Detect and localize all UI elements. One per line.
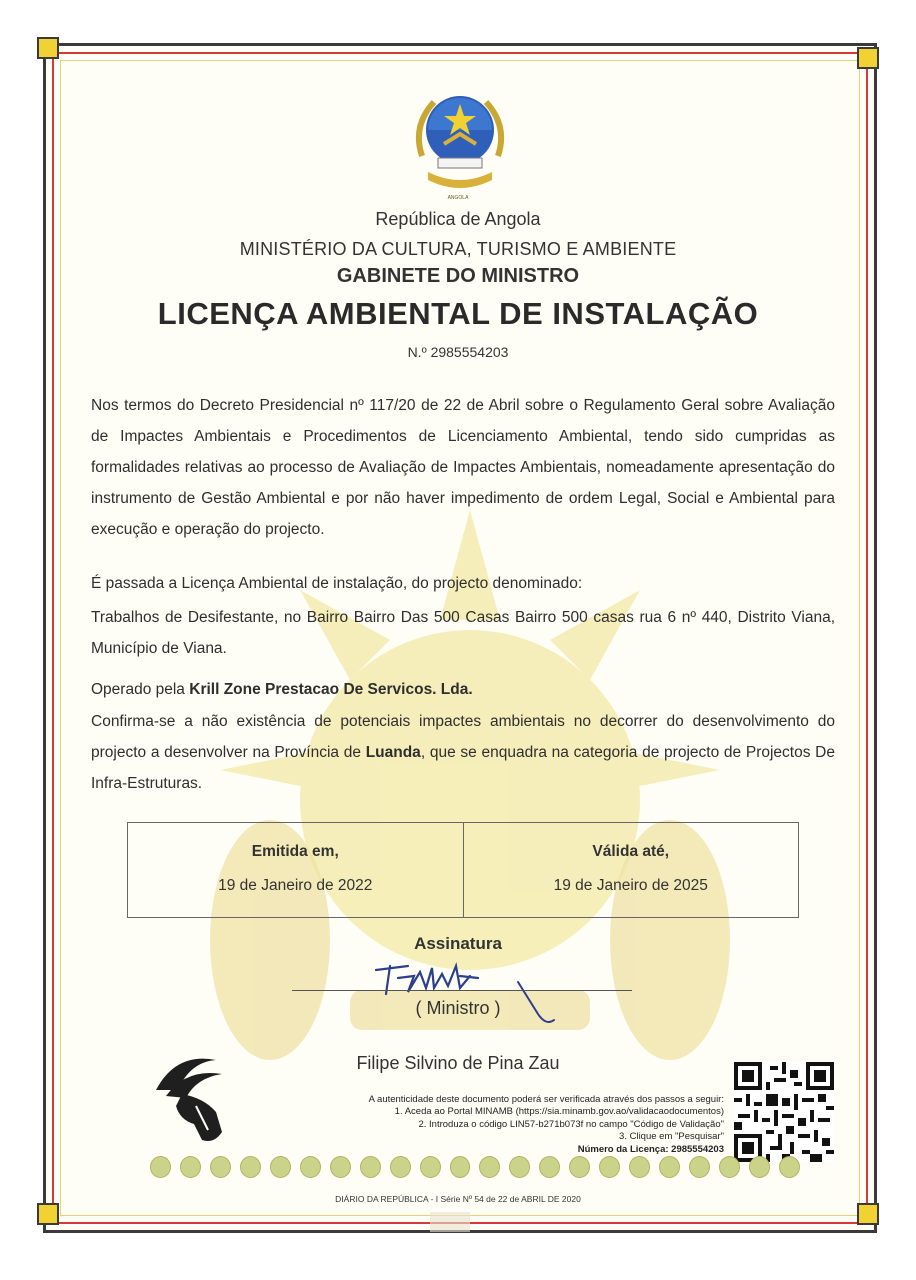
province-name: Luanda: [365, 744, 421, 761]
seal-icon: [539, 1156, 560, 1178]
issued-date-value: 19 de Janeiro de 2022: [218, 877, 373, 894]
republic-heading: República de Angola: [375, 209, 541, 229]
seal-icon: [240, 1156, 261, 1178]
official-gazette-reference: DIÁRIO DA REPÚBLICA - I Série Nº 54 de 22 de ABRIL DE 2020: [335, 1194, 581, 1204]
verification-line-2: 1. Aceda ao Portal MINAMB (https://sia.minamb.gov.ao/validacaodocumentos): [394, 1106, 724, 1118]
seal-icon: [569, 1156, 590, 1178]
verification-line-3: 2. Introduza o código LIN57-b271b073f no campo "Código de Validação": [418, 1118, 724, 1130]
seal-icon: [599, 1156, 620, 1178]
license-number: N.º 2985554203: [407, 344, 509, 360]
seal-icon: [629, 1156, 650, 1178]
verification-line-1: A autenticidade deste documento poderá ser verificada através dos passos a seguir:: [368, 1094, 724, 1105]
legal-basis-paragraph: Nos termos do Decreto Presidencial nº 117/20 de 22 de Abril sobre o Regulamento Geral sobre Avaliação de Impactes Ambientais e Procedimentos de Licenciamento Ambiental, tendo sido cumpridas as formalidades relativas ao processo de Avaliação de Impactes Ambientais, nomeadamente apresentação do instrumento de Gestão Ambiental e por não haver impedimento de ordem Legal, Social e Ambiental para execução e operação do projecto.: [91, 397, 835, 538]
seal-icon: [360, 1156, 381, 1178]
verification-license-number: Número da Licença: 2985554203: [577, 1143, 724, 1155]
seal-icon: [180, 1156, 201, 1178]
scan-smudge: [430, 1212, 470, 1232]
angola-coat-of-arms-emblem: [408, 86, 512, 198]
seal-icon: [270, 1156, 291, 1178]
dates-table: [127, 822, 799, 918]
seal-icon: [689, 1156, 710, 1178]
valid-until-value: 19 de Janeiro de 2025: [553, 877, 708, 894]
emblem-banner-text: ANGOLA: [447, 195, 469, 201]
seal-icon: [779, 1156, 800, 1178]
document-title: LICENÇA AMBIENTAL DE INSTALAÇÃO: [157, 296, 759, 331]
operator-name: Krill Zone Prestacao De Servicos. Lda.: [189, 681, 473, 698]
seal-icon: [659, 1156, 680, 1178]
corner-square-top-left: [37, 37, 59, 59]
palanca-negra-antelope-icon: [146, 1050, 232, 1150]
corner-square-bottom-right: [857, 1203, 879, 1225]
project-description-paragraph: Trabalhos de Desifestante, no Bairro Bairro Das 500 Casas Bairro 500 casas rua 6 nº 440, Distrito Viana, Município de Viana.: [91, 609, 835, 657]
operator-paragraph: [91, 674, 835, 705]
seal-icon: [509, 1156, 530, 1178]
license-granted-paragraph: É passada a Licença Ambiental de instalação, do projecto denominado:: [91, 575, 583, 592]
impact-confirmation-paragraph: [91, 706, 835, 799]
impact-text-part2: , que se enquadra na categoria de projecto de Projectos De Infra-Estruturas.: [91, 744, 835, 792]
issued-date-cell: [128, 823, 463, 917]
seal-icon: [420, 1156, 441, 1178]
ministry-heading: MINISTÉRIO DA CULTURA, TURISMO E AMBIENTE: [239, 239, 677, 259]
decorative-seal-row: [150, 1156, 800, 1180]
cabinet-heading: GABINETE DO MINISTRO: [336, 265, 580, 287]
corner-square-top-right: [857, 47, 879, 69]
seal-icon: [210, 1156, 231, 1178]
impact-text-part1: Confirma-se a não existência de potenciais impactes ambientais no decorrer do desenvolvimento do projecto a desenvolver na Província de: [91, 713, 835, 761]
seal-icon: [719, 1156, 740, 1178]
seal-icon: [749, 1156, 770, 1178]
signatory-role: ( Ministro ): [415, 998, 501, 1018]
qr-code[interactable]: [734, 1062, 834, 1162]
issued-date-label: Emitida em,: [251, 843, 339, 860]
signature-label: Assinatura: [414, 934, 502, 953]
signature-line: [292, 990, 632, 991]
valid-until-label: Válida até,: [592, 843, 670, 860]
seal-icon: [150, 1156, 171, 1178]
seal-icon: [390, 1156, 411, 1178]
seal-icon: [330, 1156, 351, 1178]
seal-icon: [479, 1156, 500, 1178]
corner-square-bottom-left: [37, 1203, 59, 1225]
operator-prefix: Operado pela: [91, 681, 190, 698]
verification-line-4: 3. Clique em "Pesquisar": [619, 1131, 724, 1143]
seal-icon: [300, 1156, 321, 1178]
seal-icon: [450, 1156, 471, 1178]
verification-instructions: [284, 1094, 724, 1156]
minister-name: Filipe Silvino de Pina Zau: [356, 1053, 560, 1073]
valid-until-cell: [463, 823, 799, 917]
